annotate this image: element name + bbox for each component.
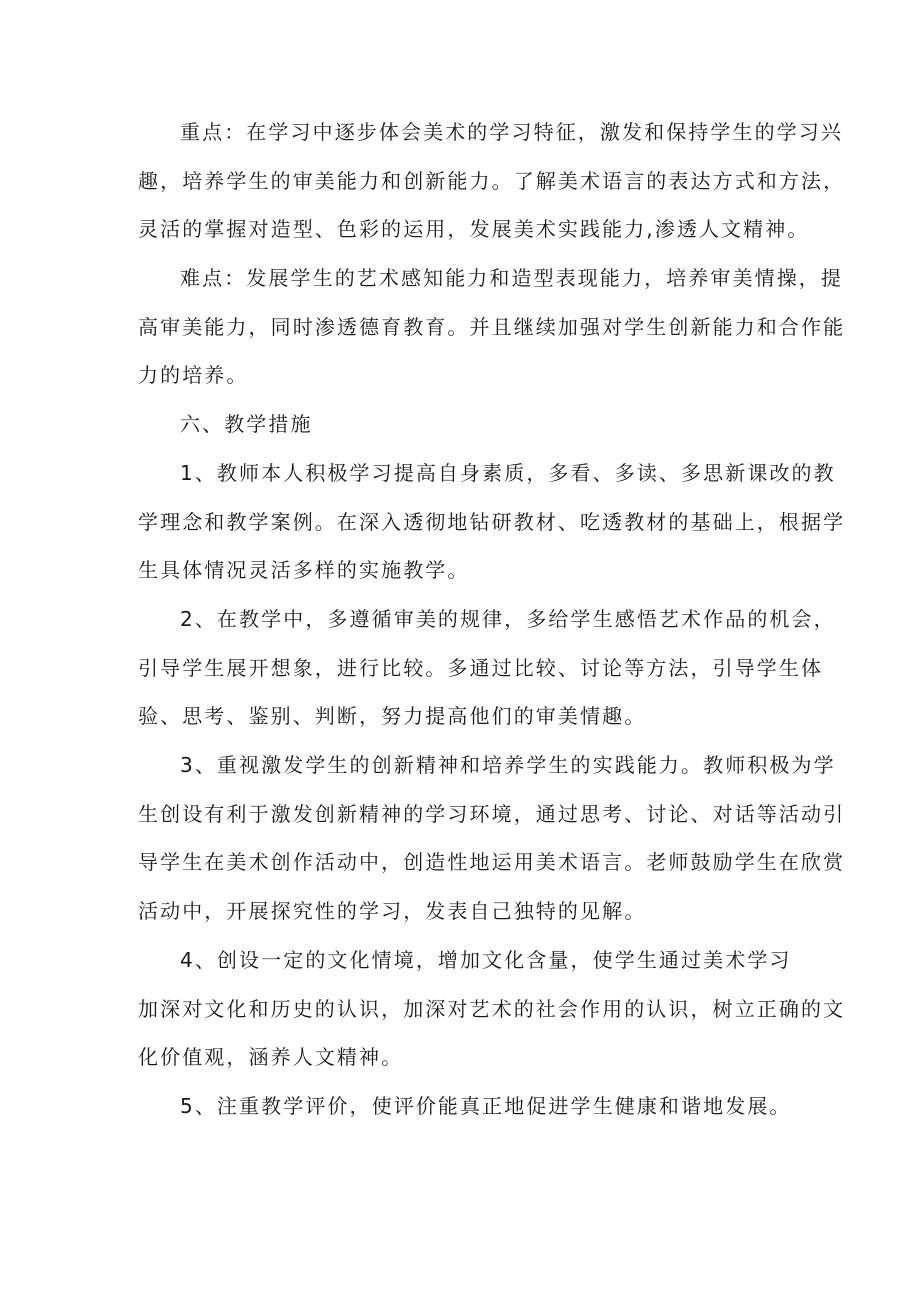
text-line: 验、思考、鉴别、判断，努力提高他们的审美情趣。 [138, 704, 647, 728]
text-line: 5、注重教学评价，使评价能真正地促进学生健康和谐地发展。 [180, 1094, 792, 1118]
text-line: 生创设有利于激发创新精神的学习环境，通过思考、讨论、对话等活动引 [138, 802, 846, 826]
text-line: 活动中，开展探究性的学习，发表自己独特的见解。 [138, 899, 647, 923]
text-line: 重点：在学习中逐步体会美术的学习特征，激发和保持学生的学习兴 [180, 120, 843, 144]
text-line: 导学生在美术创作活动中，创造性地运用美术语言。老师鼓励学生在欣赏 [138, 850, 846, 874]
text-line: 4、创设一定的文化情境，增加文化含量，使学生通过美术学习 [180, 948, 792, 972]
text-line: 难点：发展学生的艺术感知能力和造型表现能力，培养审美情操，提 [180, 266, 843, 290]
text-line: 引导学生展开想象，进行比较。多通过比较、讨论等方法，引导学生体 [138, 656, 824, 680]
text-line: 化价值观，涵养人文精神。 [138, 1045, 404, 1069]
text-line: 1、教师本人积极学习提高自身素质，多看、多读、多思新课改的教 [180, 461, 836, 485]
text-line: 加深对文化和历史的认识，加深对艺术的社会作用的认识，树立正确的文 [138, 997, 846, 1021]
section-title: 六、教学措施 [180, 412, 313, 436]
text-line: 生具体情况灵活多样的实施教学。 [138, 558, 470, 582]
text-line: 学理念和教学案例。在深入透彻地钻研教材、吃透教材的基础上，根据学 [138, 510, 846, 534]
text-line: 力的培养。 [138, 363, 249, 387]
text-line: 趣，培养学生的审美能力和创新能力。了解美术语言的表达方式和方法， [138, 169, 846, 193]
text-line: 2、在教学中，多遵循审美的规律，多给学生感悟艺术作品的机会， [180, 607, 836, 631]
text-line: 3、重视激发学生的创新精神和培养学生的实践能力。教师积极为学 [180, 753, 836, 777]
text-line: 灵活的掌握对造型、色彩的运用，发展美术实践能力,渗透人文精神。 [138, 217, 810, 241]
text-line: 高审美能力，同时渗透德育教育。并且继续加强对学生创新能力和合作能 [138, 315, 846, 339]
